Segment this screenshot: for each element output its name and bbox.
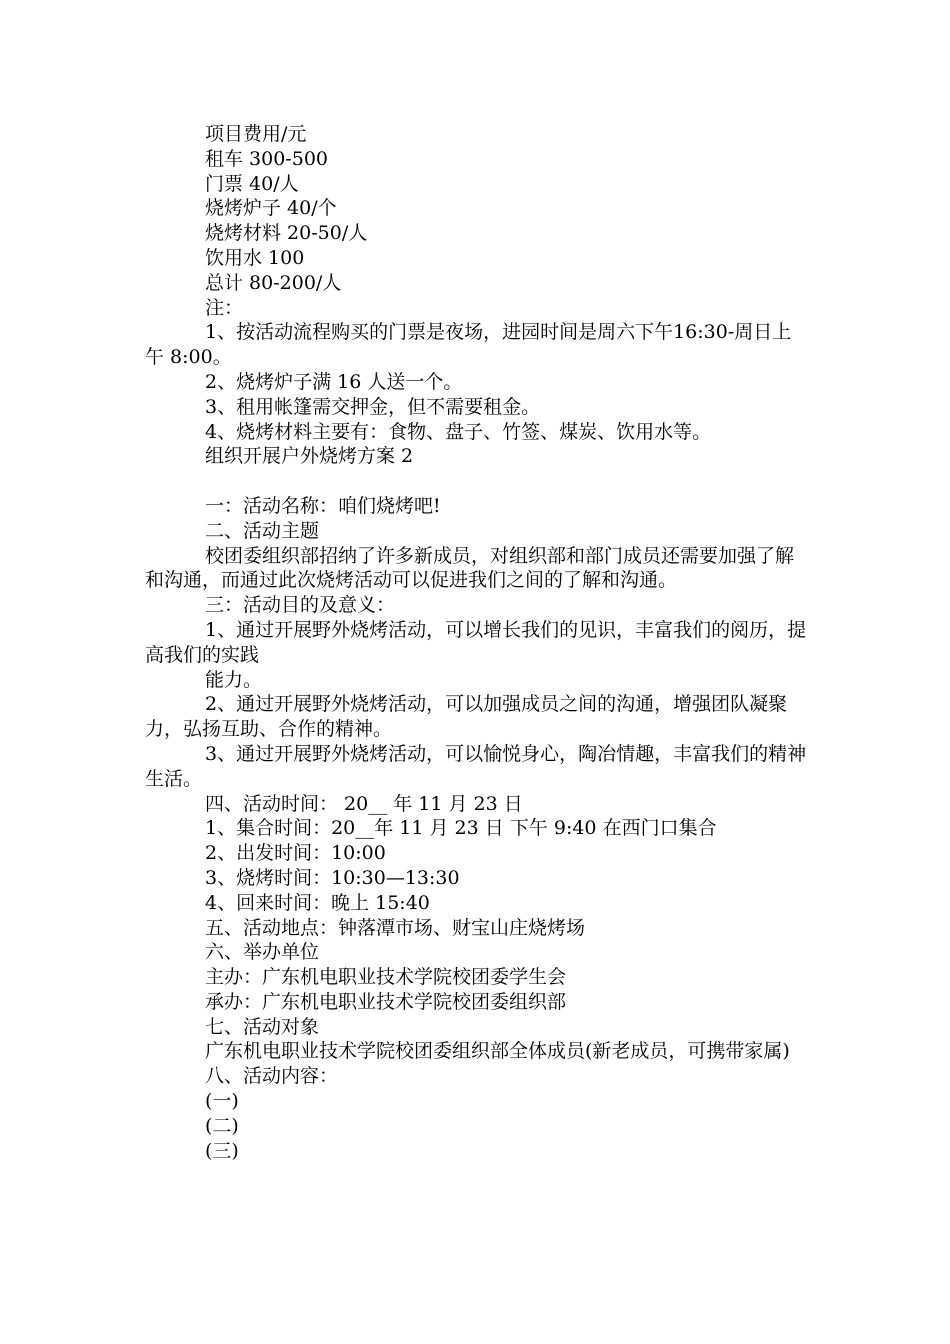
heading-participants: 七、活动对象	[205, 1015, 320, 1038]
participants-paragraph: 广东机电职业技术学院校团委组织部全体成员(新老成员，可携带家属)	[205, 1040, 790, 1063]
organizer-host: 主办：广东机电职业技术学院校团委学生会	[205, 966, 567, 989]
note-item-2: 2、烧烤炉子满 16 人送一个。	[205, 370, 463, 393]
theme-paragraph: 校团委组织部招纳了许多新成员，对组织部和部门成员还需要加强了解和沟通，而通过此次烧烤活动可以促进我们之间的了解和沟通。	[145, 544, 795, 592]
cost-item-ticket: 门票 40/人	[205, 172, 299, 195]
document-body	[145, 122, 807, 1163]
time-item-bbq: 3、烧烤时间：10:30—13:30	[205, 866, 460, 889]
organizer-undertaker: 承办：广东机电职业技术学院校团委组织部	[205, 990, 567, 1013]
purpose-item-1-cont: 能力。	[205, 668, 263, 691]
time-item-return: 4、回来时间：晚上 15:40	[205, 891, 430, 914]
blank-line	[145, 469, 807, 494]
time-item-depart: 2、出发时间：10:00	[205, 842, 386, 865]
section-title: 组织开展户外烧烤方案 2	[205, 445, 414, 468]
cost-item-water: 饮用水 100	[205, 246, 305, 269]
content-item-2: (二)	[205, 1114, 239, 1137]
purpose-item-1: 1、通过开展野外烧烤活动，可以增长我们的见识，丰富我们的阅历，提高我们的实践	[145, 618, 807, 666]
cost-total: 总计 80-200/人	[205, 271, 342, 294]
content-item-1: (一)	[205, 1090, 239, 1113]
cost-item-grill: 烧烤炉子 40/个	[205, 197, 337, 220]
heading-organizers: 六、举办单位	[205, 941, 320, 964]
heading-location: 五、活动地点：钟落潭市场、财宝山庄烧烤场	[205, 916, 586, 939]
activity-name: 一：活动名称：咱们烧烤吧!	[205, 494, 441, 517]
heading-theme: 二、活动主题	[205, 519, 320, 542]
note-heading: 注：	[205, 296, 244, 319]
purpose-item-3: 3、通过开展野外烧烤活动，可以愉悦身心，陶冶情趣，丰富我们的精神生活。	[145, 742, 807, 790]
note-item-1: 1、按活动流程购买的门票是夜场，进园时间是周六下午16:30-周日上午 8:00。	[145, 321, 792, 369]
note-item-4: 4、烧烤材料主要有：食物、盘子、竹签、煤炭、饮用水等。	[205, 420, 712, 443]
content-item-3: (三)	[205, 1139, 239, 1162]
heading-purpose: 三：活动目的及意义：	[205, 594, 396, 617]
time-item-gather: 1、集合时间：20__年 11 月 23 日 下午 9:40 在西门口集合	[205, 817, 717, 840]
cost-item-materials: 烧烤材料 20-50/人	[205, 222, 368, 245]
cost-table-header: 项目费用/元	[205, 123, 307, 145]
cost-item-car-rental: 租车 300-500	[205, 147, 328, 170]
note-item-3: 3、租用帐篷需交押金，但不需要租金。	[205, 395, 541, 418]
purpose-item-2: 2、通过开展野外烧烤活动，可以加强成员之间的沟通，增强团队凝聚力，弘扬互助、合作的精神。	[145, 693, 788, 741]
heading-time: 四、活动时间： 20__ 年 11 月 23 日	[205, 792, 523, 815]
heading-content: 八、活动内容：	[205, 1065, 339, 1088]
